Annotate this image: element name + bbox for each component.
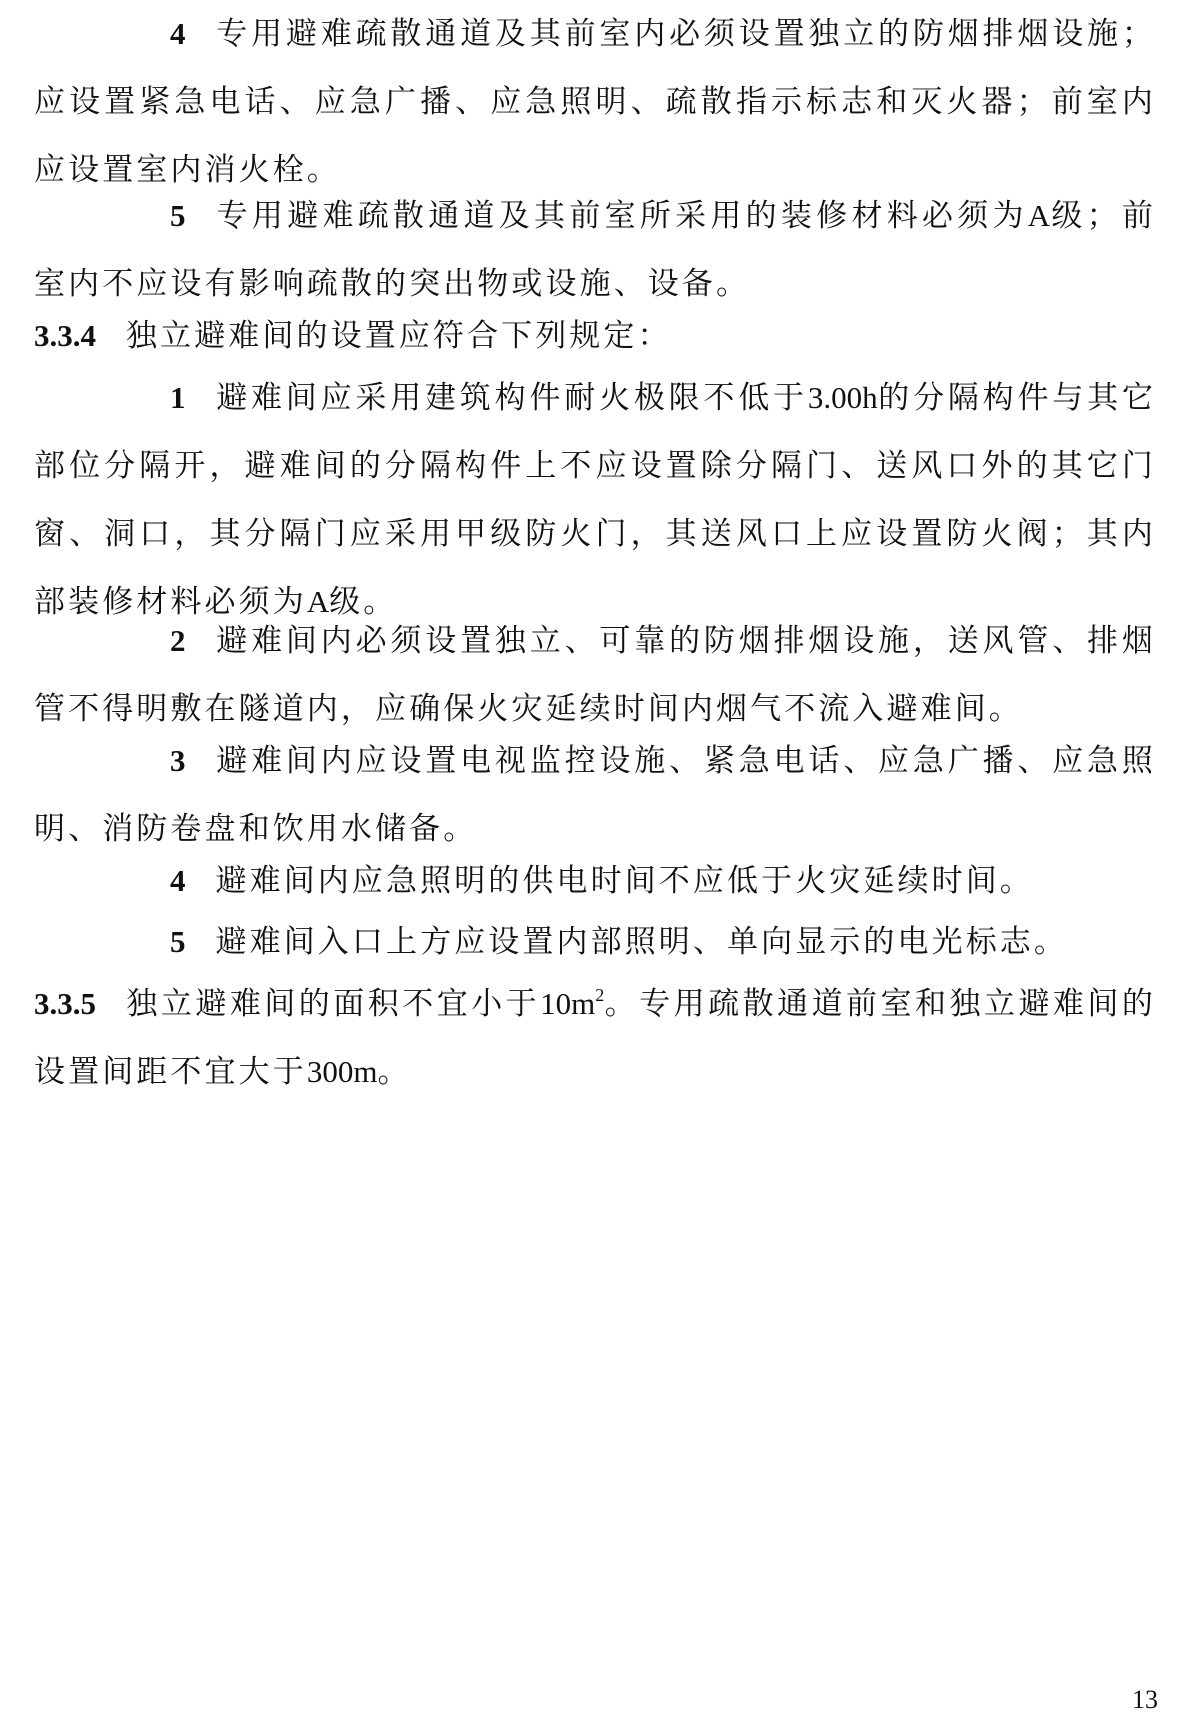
clause-2-paragraph <box>34 607 1156 743</box>
clause-4b-paragraph <box>34 847 1156 915</box>
section-number: 3.3.4 <box>34 318 96 353</box>
material-grade: A <box>1027 198 1051 233</box>
area-number: 10m <box>540 986 596 1021</box>
clause-4-paragraph <box>34 0 1156 204</box>
clause-text: 避难间入口上方应设置内部照明、单向显示的电光标志。 <box>215 924 1068 960</box>
clause-3-paragraph <box>34 727 1156 863</box>
section-3-3-5-paragraph <box>34 970 1156 1106</box>
material-grade: A <box>306 584 330 619</box>
area-value <box>540 986 604 1021</box>
clause-text: 避难间内应设置电视监控设施、紧急电话、应急广播、应急照明、消防卷盘和饮用水储备。 <box>34 743 1156 847</box>
clause-number: 2 <box>170 623 186 658</box>
clause-number: 1 <box>170 380 186 415</box>
clause-text: 避难间应采用建筑构件耐火极限不低于 <box>215 380 808 416</box>
clause-text: 专用避难疏散通道及其前室内必须设置独立的防烟排烟设施；应设置紧急电话、应急广播、应急照明、疏散指示标志和灭火器；前室内应设置室内消火栓。 <box>34 16 1156 188</box>
section-3-3-4-paragraph <box>34 302 1156 370</box>
area-exponent: 2 <box>595 985 605 1005</box>
clause-text: 避难间内应急照明的供电时间不应低于火灾延续时间。 <box>215 863 1034 899</box>
clause-number: 4 <box>170 16 186 51</box>
clause-text: 的分隔构件与其它部位分隔开，避难间的分隔构件上不应设置除分隔门、送风口外的其它门窗、洞口，其分隔门应采用甲级防火门，其送风口上应设置防火阀；其内部装修材料必须为 <box>34 380 1156 620</box>
section-text: 。专用疏散通道前室和独立避难间的设置间距不宜大于 <box>34 986 1156 1090</box>
spacing-distance: 300m <box>306 1054 378 1089</box>
section-number: 3.3.5 <box>34 986 96 1021</box>
clause-text: 专用避难疏散通道及其前室所采用的装修材料必须为 <box>215 198 1028 234</box>
clause-1-paragraph <box>34 364 1156 636</box>
clause-text: 避难间内必须设置独立、可靠的防烟排烟设施，送风管、排烟管不得明敷在隧道内，应确保火灾延续时间内烟气不流入避难间。 <box>34 623 1156 727</box>
section-text: 。 <box>377 1054 412 1090</box>
fire-resistance-value: 3.00h <box>807 380 878 415</box>
section-text: 独立避难间的面积不宜小于 <box>126 986 541 1022</box>
section-text: 独立避难间的设置应符合下列规定： <box>126 318 672 354</box>
clause-number: 4 <box>170 863 186 898</box>
page-number: 13 <box>1132 1685 1158 1714</box>
clause-5b-paragraph <box>34 908 1156 976</box>
clause-text: 级。 <box>329 584 398 620</box>
clause-number: 5 <box>170 198 186 233</box>
clause-number: 3 <box>170 743 186 778</box>
clause-number: 5 <box>170 924 186 959</box>
clause-text: 级；前室内不应设有影响疏散的突出物或设施、设备。 <box>34 198 1156 302</box>
clause-5-paragraph <box>34 182 1156 318</box>
